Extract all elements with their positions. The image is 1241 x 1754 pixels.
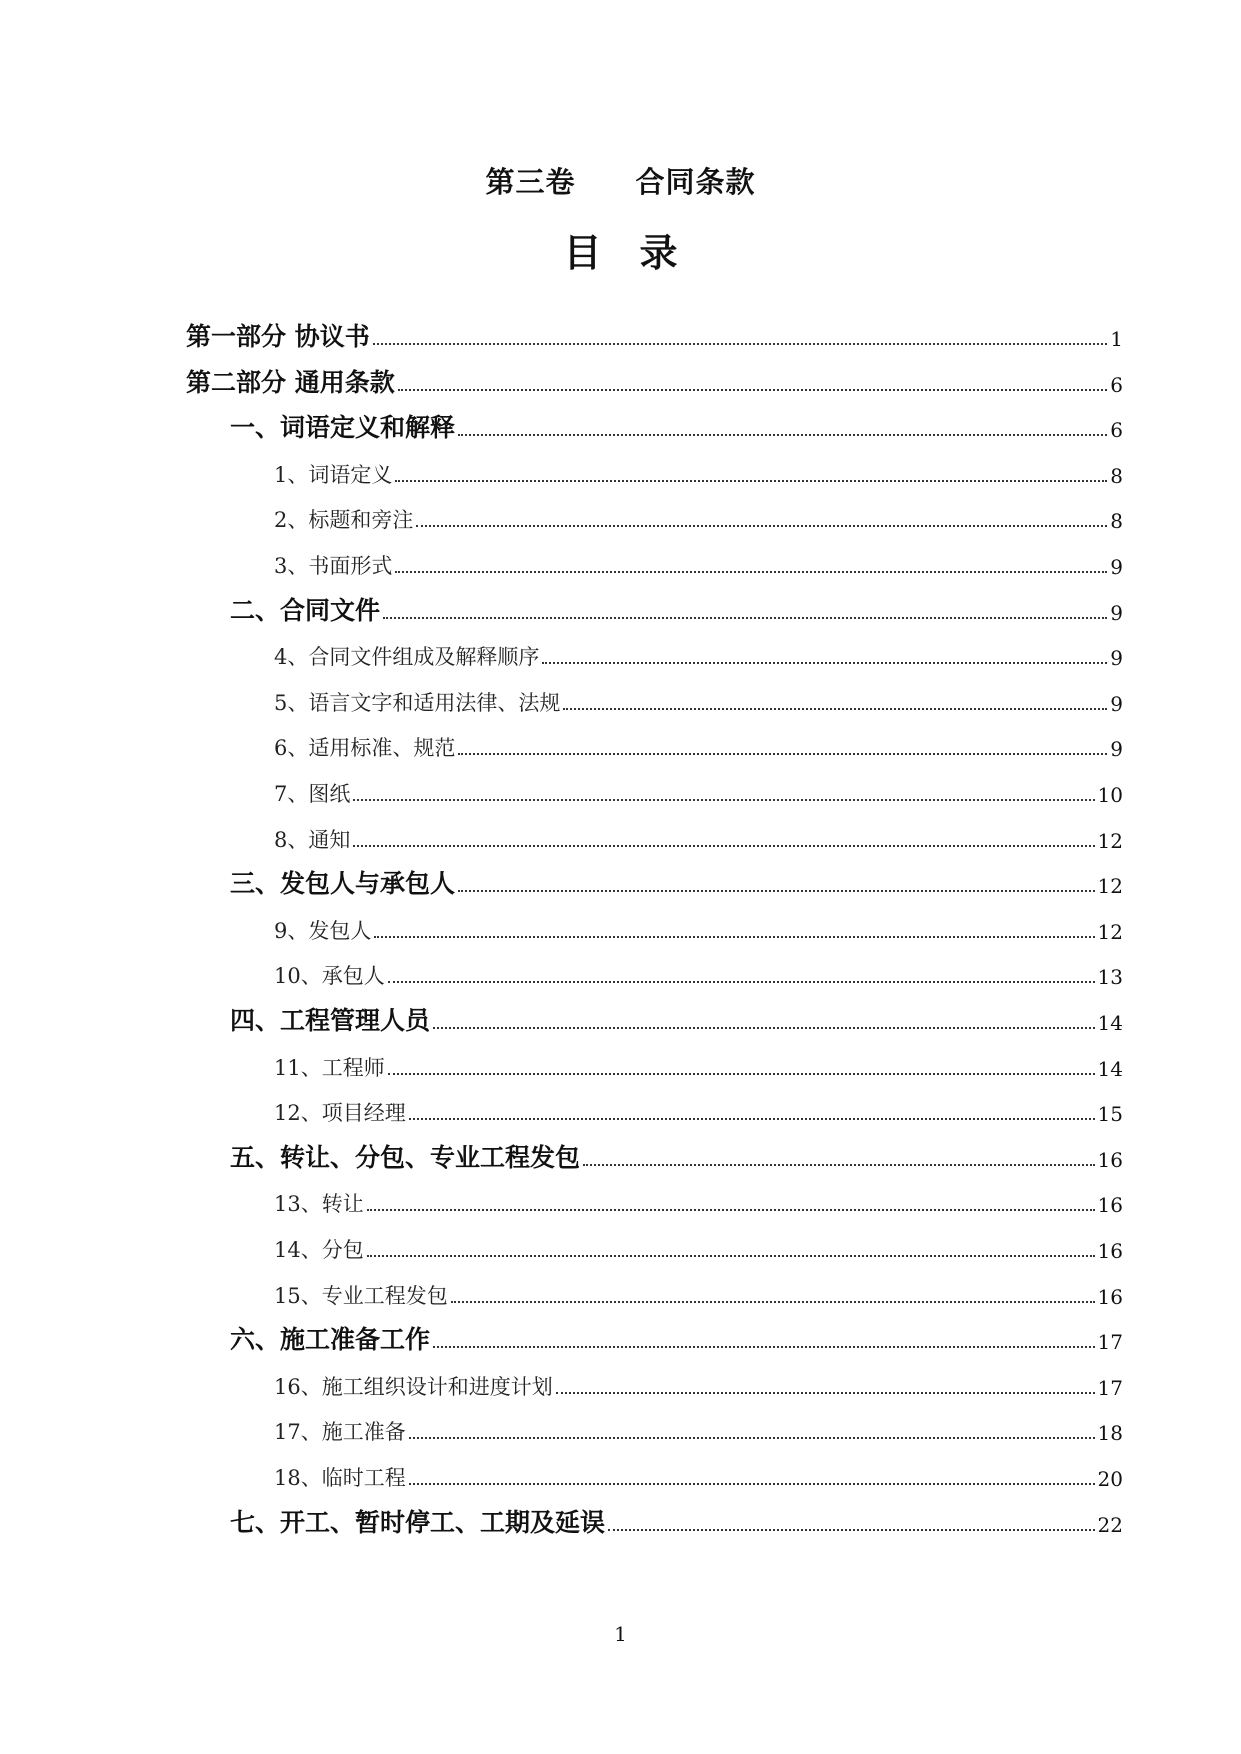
dot-leader [433, 1346, 1095, 1348]
toc-title: 目 录 [563, 230, 678, 275]
toc-entry-page: 22 [1097, 1513, 1123, 1537]
toc-entry[interactable] [274, 1092, 1123, 1126]
toc-entry-label: 第一部分 协议书 [186, 322, 370, 351]
dot-leader [458, 753, 1107, 755]
toc-entry-page: 6 [1110, 373, 1123, 397]
toc-entry-page: 9 [1110, 601, 1123, 625]
toc-entry-label: 六、施工准备工作 [230, 1325, 431, 1354]
toc-entry-page: 9 [1110, 692, 1123, 716]
toc-entry-label: 五、转让、分包、专业工程发包 [230, 1143, 581, 1172]
toc-entry[interactable] [274, 1457, 1123, 1491]
toc-entry[interactable] [230, 1138, 1123, 1172]
toc-entry-label: 16、施工组织设计和进度计划 [274, 1375, 553, 1399]
toc-entry-page: 17 [1097, 1330, 1123, 1354]
toc-entry-page: 18 [1097, 1421, 1123, 1445]
toc-entry-label: 三、发包人与承包人 [230, 869, 456, 898]
dot-leader [542, 662, 1107, 664]
dot-leader [409, 1483, 1095, 1485]
toc-entry-label: 七、开工、暂时停工、工期及延误 [230, 1508, 606, 1537]
toc-entry[interactable] [274, 910, 1123, 944]
dot-leader [556, 1392, 1095, 1394]
toc-entry-page: 1 [1110, 327, 1123, 351]
toc-entry[interactable] [274, 1183, 1123, 1217]
dot-leader [409, 1118, 1095, 1120]
toc-entry-page: 12 [1097, 829, 1123, 853]
toc-entry[interactable] [274, 1229, 1123, 1263]
toc-entry-label: 7、图纸 [274, 782, 351, 806]
toc-entry[interactable] [274, 819, 1123, 853]
toc-entry[interactable] [230, 1001, 1123, 1035]
toc-entry-page: 10 [1097, 783, 1123, 807]
toc-entry[interactable] [274, 727, 1123, 761]
toc-entry-label: 13、转让 [274, 1192, 364, 1216]
toc-entry[interactable] [274, 454, 1123, 488]
dot-leader [388, 1073, 1095, 1075]
toc-entry-label: 四、工程管理人员 [230, 1006, 431, 1035]
toc-entry[interactable] [186, 317, 1123, 351]
toc-entry-label: 二、合同文件 [230, 596, 381, 625]
toc-entry-label: 12、项目经理 [274, 1101, 406, 1125]
dot-leader [583, 1164, 1095, 1166]
toc-entry[interactable] [274, 955, 1123, 989]
toc-entry[interactable] [230, 1320, 1123, 1354]
toc-entry-label: 17、施工准备 [274, 1420, 406, 1444]
toc-entry-page: 8 [1110, 464, 1123, 488]
toc-entry-page: 12 [1097, 874, 1123, 898]
dot-leader [409, 1437, 1095, 1439]
dot-leader [353, 845, 1094, 847]
dot-leader [458, 890, 1095, 892]
toc-entry-label: 15、专业工程发包 [274, 1284, 448, 1308]
dot-leader [563, 708, 1107, 710]
toc-entry-page: 13 [1097, 965, 1123, 989]
toc-entry-label: 9、发包人 [274, 919, 372, 943]
toc-entry[interactable] [274, 682, 1123, 716]
toc-entry-page: 16 [1097, 1193, 1123, 1217]
dot-leader [383, 617, 1107, 619]
toc-entry-page: 14 [1097, 1057, 1123, 1081]
dot-leader [416, 525, 1107, 527]
dot-leader [374, 936, 1094, 938]
toc-entry-page: 16 [1097, 1148, 1123, 1172]
toc-entry[interactable] [274, 773, 1123, 807]
dot-leader [367, 1255, 1095, 1257]
toc-entry[interactable] [230, 408, 1123, 442]
toc-entry-page: 14 [1097, 1011, 1123, 1035]
toc-entry-label: 5、语言文字和适用法律、法规 [274, 691, 561, 715]
toc-entry-label: 1、词语定义 [274, 463, 393, 487]
toc-entry[interactable] [274, 1366, 1123, 1400]
toc-entry-label: 14、分包 [274, 1238, 364, 1262]
toc-entry-label: 11、工程师 [274, 1056, 385, 1080]
toc-entry[interactable] [230, 1503, 1123, 1537]
toc-entry-label: 一、词语定义和解释 [230, 413, 456, 442]
toc-entry-label: 3、书面形式 [274, 554, 393, 578]
toc-entry[interactable] [230, 591, 1123, 625]
toc-entry[interactable] [274, 636, 1123, 670]
toc-entry-page: 12 [1097, 920, 1123, 944]
toc-entry[interactable] [230, 864, 1123, 898]
toc-entry-page: 8 [1110, 509, 1123, 533]
toc-entry-label: 10、承包人 [274, 964, 385, 988]
dot-leader [395, 480, 1107, 482]
dot-leader [373, 343, 1108, 345]
toc-entry-page: 9 [1110, 737, 1123, 761]
dot-leader [388, 981, 1095, 983]
toc-entry-page: 9 [1110, 646, 1123, 670]
toc-entry-label: 18、临时工程 [274, 1466, 406, 1490]
dot-leader [451, 1301, 1095, 1303]
toc-entry-label: 4、合同文件组成及解释顺序 [274, 645, 540, 669]
dot-leader [353, 799, 1094, 801]
toc-entry-label: 6、适用标准、规范 [274, 736, 456, 760]
dot-leader [395, 571, 1107, 573]
dot-leader [458, 434, 1107, 436]
toc-entry-label: 2、标题和旁注 [274, 508, 414, 532]
volume-title: 第三卷 合同条款 [485, 165, 756, 199]
dot-leader [608, 1529, 1095, 1531]
toc-entry[interactable] [186, 363, 1123, 397]
toc-entry[interactable] [274, 545, 1123, 579]
toc-entry-page: 9 [1110, 555, 1123, 579]
toc-entry-label: 8、通知 [274, 828, 351, 852]
toc-entry[interactable] [274, 1275, 1123, 1309]
toc-entry-page: 15 [1097, 1102, 1123, 1126]
page-number: 1 [614, 1622, 627, 1646]
toc-entry-page: 16 [1097, 1285, 1123, 1309]
toc-entry-page: 17 [1097, 1376, 1123, 1400]
toc-entry[interactable] [274, 1047, 1123, 1081]
toc-entry-page: 16 [1097, 1239, 1123, 1263]
toc-entry-page: 6 [1110, 418, 1123, 442]
toc-entry-label: 第二部分 通用条款 [186, 368, 395, 397]
dot-leader [398, 389, 1108, 391]
toc-entry[interactable] [274, 1411, 1123, 1445]
toc-entry[interactable] [274, 499, 1123, 533]
dot-leader [433, 1027, 1095, 1029]
toc-entry-page: 20 [1097, 1467, 1123, 1491]
dot-leader [367, 1209, 1095, 1211]
